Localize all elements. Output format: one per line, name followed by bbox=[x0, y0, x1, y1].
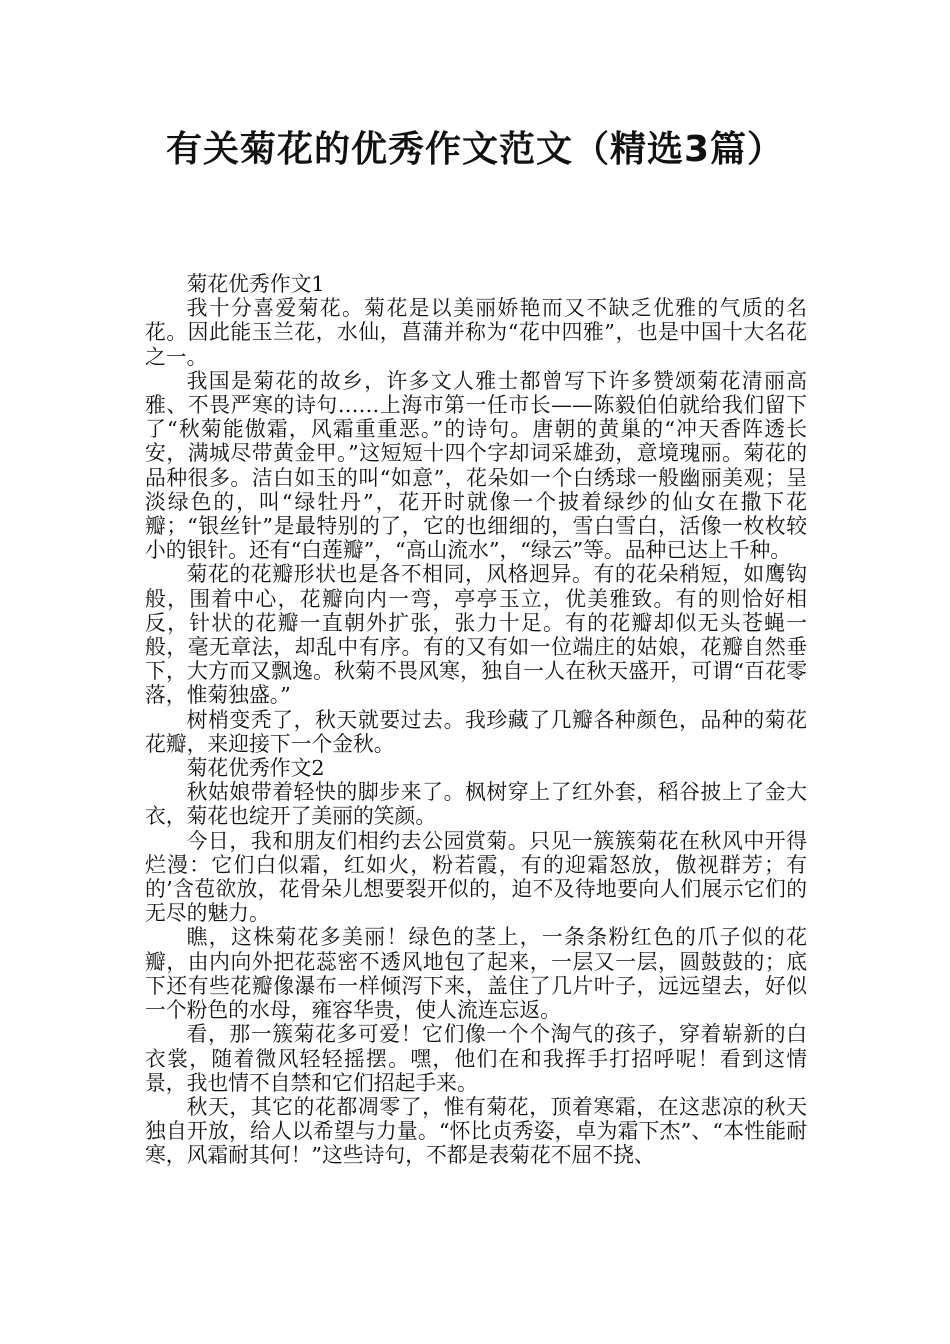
paragraph: 菊花的花瓣形状也是各不相同，风格迥异。有的花朵稍短，如鹰钩般，围着中心，花瓣向内一弯，亭亭玉立，优美雅致。有的则恰好相反，针状的花瓣一直朝外扩张，张力十足。有的花瓣却似无头苍蝇一般，毫无章法，却乱中有序。有的又有如一位端庄的姑娘，花瓣自然垂下，大方而又飘逸。秋菊不畏风寒，独自一人在秋天盛开，可谓“百花零落，惟菊独盛。” bbox=[145, 562, 807, 708]
paragraph: 秋天，其它的花都凋零了，惟有菊花，顶着寒霜，在这悲凉的秋天独自开放，给人以希望与力量。“怀比贞秀姿，卓为霜下杰”、“本性能耐寒，风霜耐其何！”这些诗句，不都是表菊花不屈不挠、 bbox=[145, 1094, 807, 1168]
document-title: 有关菊花的优秀作文范文（精选3篇） bbox=[165, 129, 785, 170]
section-heading: 菊花优秀作文2 bbox=[186, 756, 325, 781]
document-body bbox=[145, 272, 807, 1168]
paragraph: 我国是菊花的故乡，许多文人雅士都曾写下许多赞颂菊花清丽高雅、不畏严寒的诗句……上海市第一任市长——陈毅伯伯就给我们留下了“秋菊能傲霜，风霜重重恶。”的诗句。唐朝的黄巢的“冲天香阵透长安，满城尽带黄金甲。”这短短十四个字却词采雄劲，意境瑰丽。菊花的品种很多。洁白如玉的叫“如意”，花朵如一个白绣球一般幽丽美观；呈淡绿色的，叫“绿牡丹”，花开时就像一个披着绿纱的仙女在撒下花瓣；“银丝针”是最特别的了，它的也细细的，雪白雪白，活像一枚枚较小的银针。还有“白莲瓣”，“高山流水”，“绿云”等。品种已达上千种。 bbox=[145, 368, 807, 563]
paragraph: 瞧，这株菊花多美丽！绿色的茎上，一条条粉红色的爪子似的花瓣，由内向外把花蕊密不透风地包了起来，一层又一层，圆鼓鼓的；底下还有些花瓣像瀑布一样倾泻下来，盖住了几片叶子，远远望去，好似一个粉色的水母，雍容华贵，使人流连忘返。 bbox=[145, 925, 807, 1023]
paragraph: 我十分喜爱菊花。菊花是以美丽娇艳而又不缺乏优雅的气质的名花。因此能玉兰花，水仙，菖蒲并称为“花中四雅”，也是中国十大名花之一。 bbox=[145, 296, 807, 369]
paragraph: 秋姑娘带着轻快的脚步来了。枫树穿上了红外套，稻谷披上了金大衣，菊花也绽开了美丽的笑颜。 bbox=[145, 780, 807, 829]
paragraph: 今日，我和朋友们相约去公园赏菊。只见一簇簇菊花在秋风中开得烂漫：它们白似霜，红如火，粉若霞，有的迎霜怒放，傲视群芳；有的’含苞欲放，花骨朵儿想要裂开似的，迫不及待地要向人们展示它们的无尽的魅力。 bbox=[145, 828, 807, 926]
paragraph: 看，那一簇菊花多可爱！它们像一个个淘气的孩子，穿着崭新的白衣裳，随着微风轻轻摇摆。嘿，他们在和我挥手打招呼呢！看到这情景，我也情不自禁和它们招起手来。 bbox=[145, 1022, 807, 1095]
paragraph: 树梢变秃了，秋天就要过去。我珍藏了几瓣各种颜色，品种的菊花花瓣，来迎接下一个金秋。 bbox=[145, 707, 807, 756]
section-heading: 菊花优秀作文1 bbox=[186, 272, 325, 296]
